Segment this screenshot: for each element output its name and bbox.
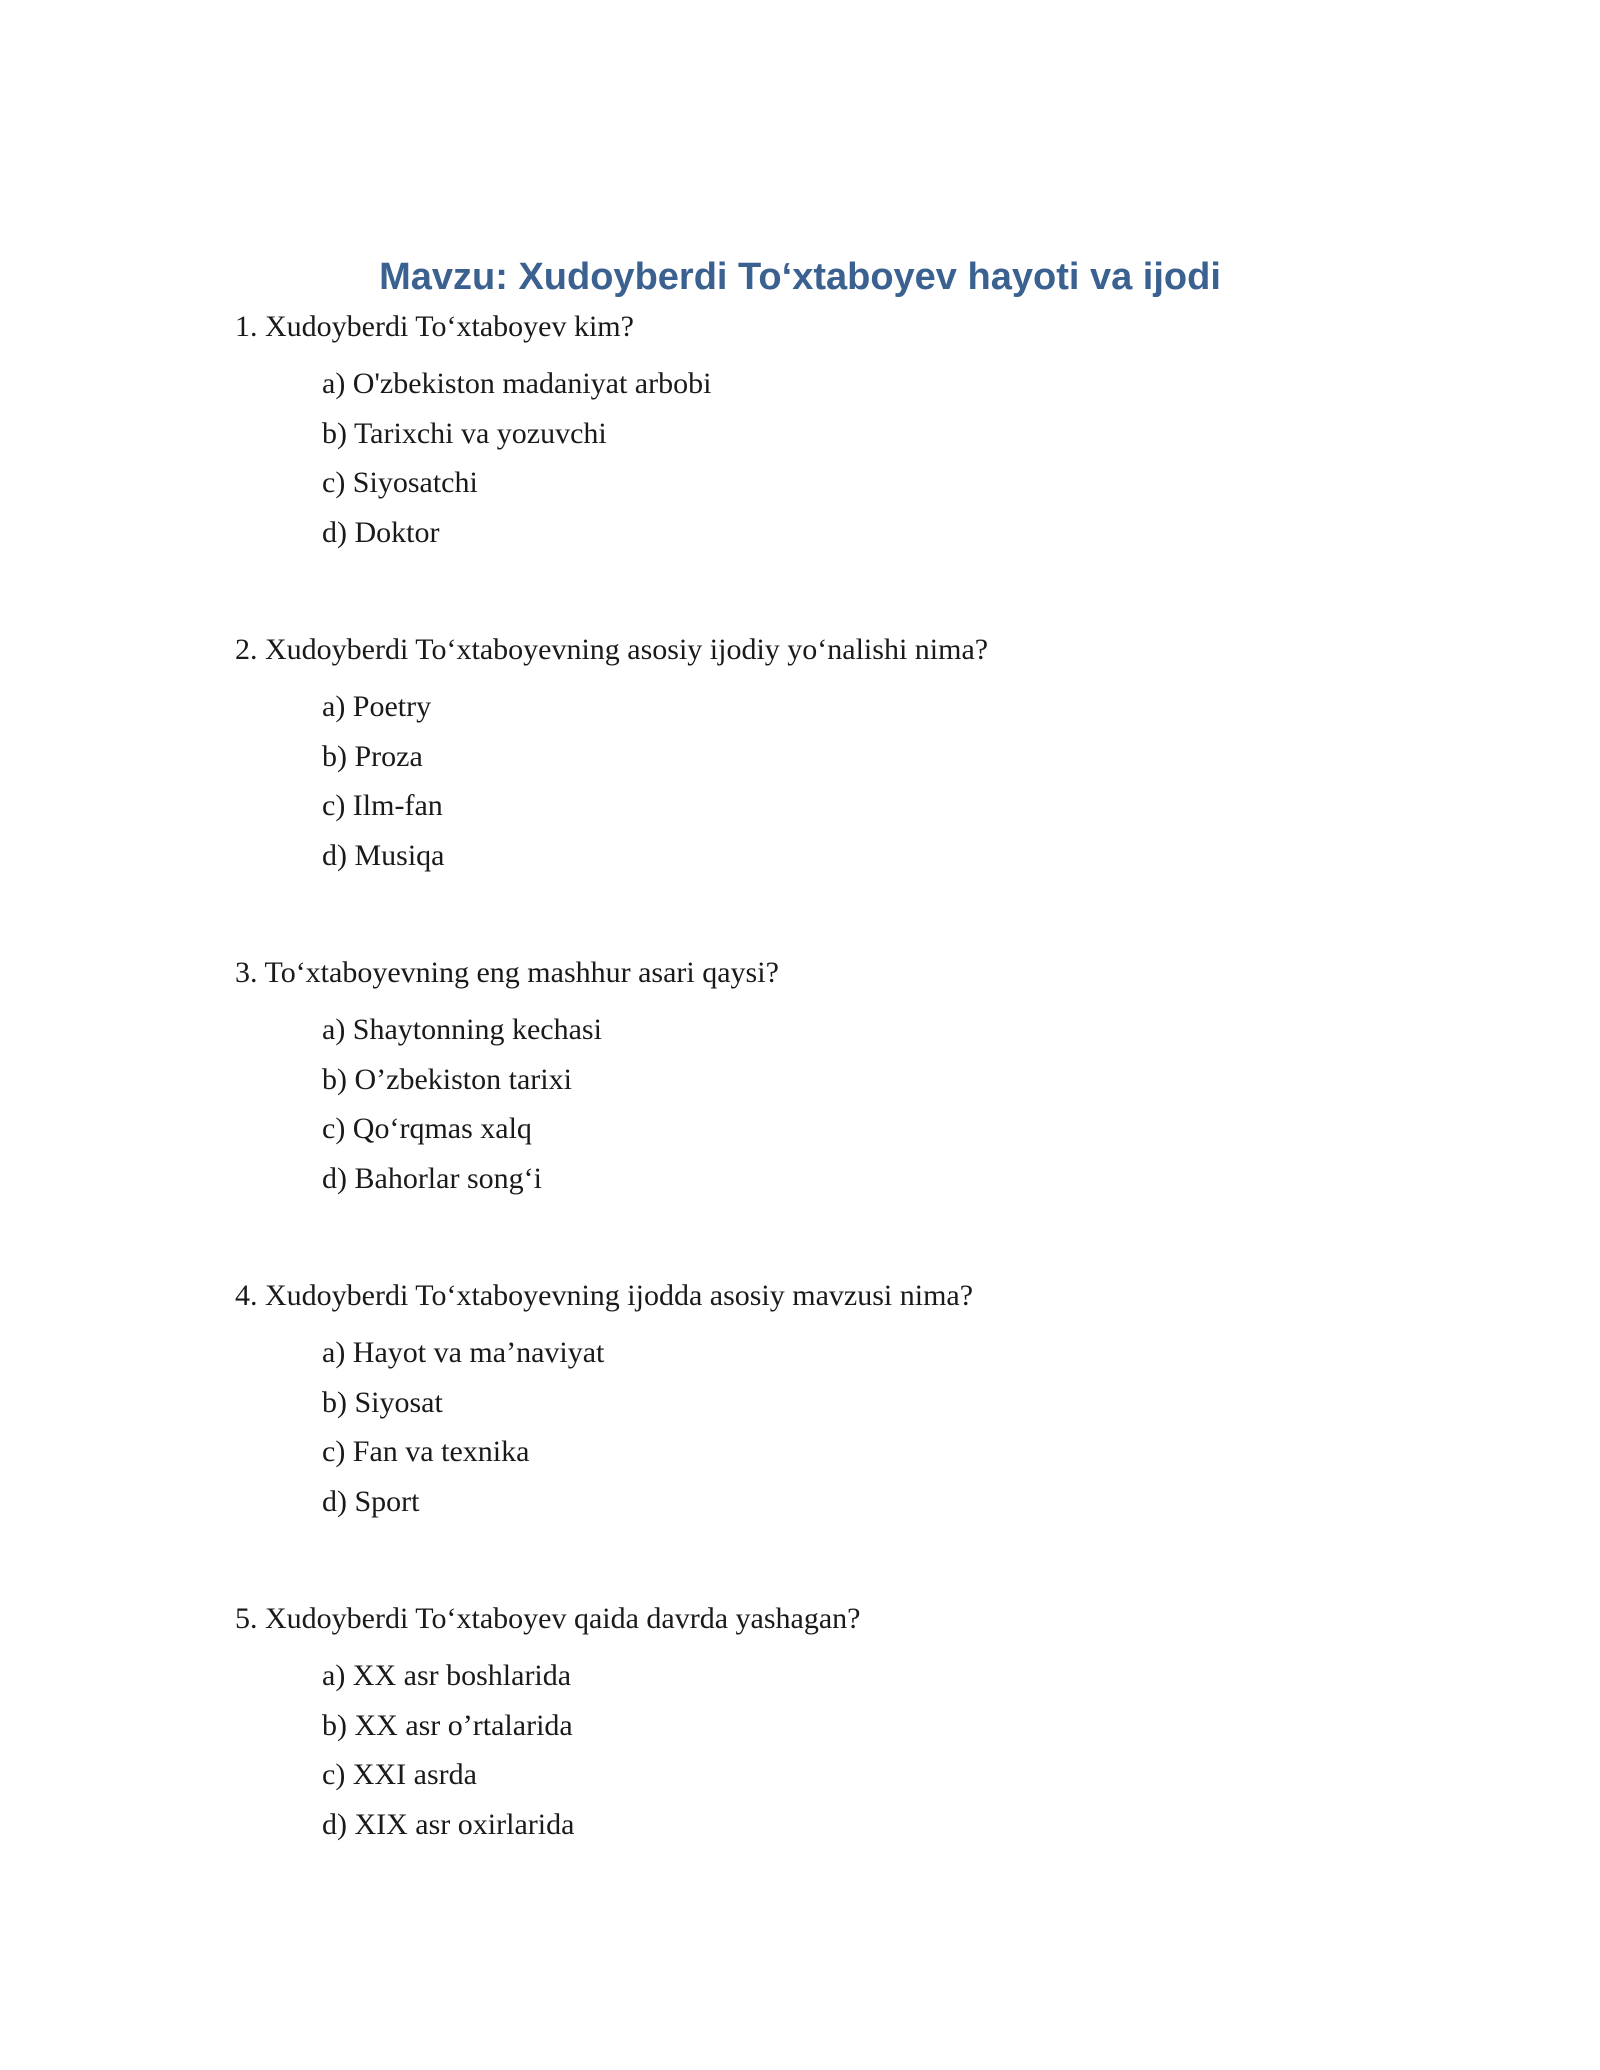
- answer-option: b) O’zbekiston tarixi: [322, 1062, 572, 1096]
- question-5: [235, 1599, 1435, 1854]
- answer-option: d) Sport: [322, 1484, 420, 1518]
- question-text: 4. Xudoyberdi To‘xtaboyevning ijodda asosiy mavzusi nima?: [235, 1279, 974, 1312]
- answer-option: a) Hayot va ma’naviyat: [322, 1336, 605, 1369]
- question-4: [235, 1276, 1435, 1531]
- answer-option: c) Fan va texnika: [322, 1435, 530, 1468]
- answer-option: b) Tarixchi va yozuvchi: [322, 416, 607, 450]
- answer-option: d) Doktor: [322, 515, 440, 549]
- answer-option: c) Qo‘rqmas xalq: [322, 1112, 532, 1145]
- answer-options: [235, 687, 1435, 876]
- document-title: Mavzu: Xudoyberdi To‘xtaboyev hayoti va ijodi: [379, 256, 1221, 298]
- question-1: [235, 307, 1435, 562]
- answer-option: b) Proza: [322, 739, 423, 773]
- answer-option: a) Shaytonning kechasi: [322, 1013, 602, 1046]
- answer-option: c) Ilm-fan: [322, 789, 443, 822]
- answer-option: c) Siyosatchi: [322, 466, 478, 499]
- answer-option: d) Musiqa: [322, 838, 445, 872]
- answer-options: [235, 364, 1435, 553]
- answer-option: a) O'zbekiston madaniyat arbobi: [322, 367, 712, 400]
- question-3: [235, 953, 1435, 1208]
- answer-option: c) XXI asrda: [322, 1758, 477, 1791]
- question-text: 3. To‘xtaboyevning eng mashhur asari qaysi?: [235, 956, 779, 989]
- question-2: [235, 630, 1435, 885]
- answer-option: a) Poetry: [322, 690, 432, 723]
- answer-option: b) Siyosat: [322, 1385, 443, 1419]
- question-text: 2. Xudoyberdi To‘xtaboyevning asosiy ijodiy yo‘nalishi nima?: [235, 633, 989, 666]
- answer-options: [235, 1656, 1435, 1845]
- answer-option: d) Bahorlar song‘i: [322, 1161, 542, 1195]
- question-text: 5. Xudoyberdi To‘xtaboyev qaida davrda yashagan?: [235, 1602, 861, 1635]
- answer-options: [235, 1010, 1435, 1199]
- answer-option: a) XX asr boshlarida: [322, 1659, 572, 1692]
- question-text: 1. Xudoyberdi To‘xtaboyev kim?: [235, 310, 634, 343]
- answer-option: d) XIX asr oxirlarida: [322, 1807, 575, 1841]
- answer-option: b) XX asr o’rtalarida: [322, 1708, 573, 1742]
- answer-options: [235, 1333, 1435, 1522]
